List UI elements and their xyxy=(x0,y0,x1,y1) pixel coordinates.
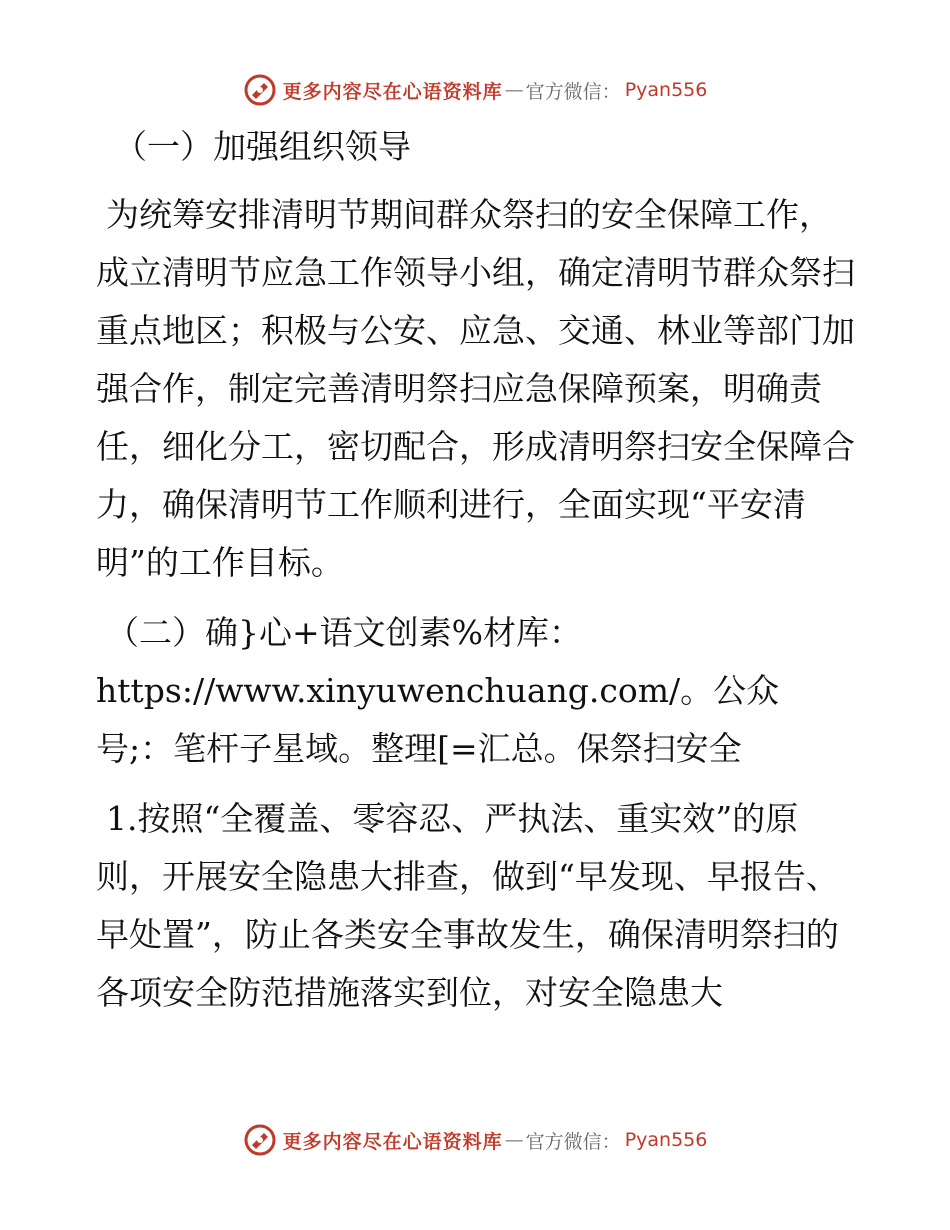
paragraph-2: （二）确}心+语文创素%材库：https://www.xinyuwenchuang.com/。公众号;：笔杆子星域。整理[=汇总。保祭扫安全 xyxy=(96,613,780,768)
banner-brand: 更多内容尽在心语资料库 xyxy=(282,1130,503,1153)
footer-banner xyxy=(0,1120,950,1160)
section-heading-1: （一）加强组织领导 xyxy=(114,127,411,166)
banner-wechat-label: 官方微信： xyxy=(525,80,621,103)
banner-dash: — xyxy=(504,1129,524,1151)
banner-wechat-label: 官方微信： xyxy=(525,1130,621,1153)
logo-icon xyxy=(243,1123,277,1157)
banner-brand: 更多内容尽在心语资料库 xyxy=(282,80,503,103)
banner-dash: — xyxy=(504,79,524,101)
banner-wechat-id: Pyan556 xyxy=(624,1129,708,1151)
document-body xyxy=(96,118,856,1034)
paragraph-3: 1.按照“全覆盖、零容忍、严执法、重实效”的原则，开展安全隐患大排查，做到“早发现、早报告、早处置”，防止各类安全事故发生，确保清明祭扫的各项安全防范措施落实到位，对安全隐患大 xyxy=(96,799,839,1012)
header-banner xyxy=(0,70,950,110)
banner-wechat-id: Pyan556 xyxy=(624,79,708,101)
logo-icon xyxy=(243,73,277,107)
paragraph-1: 为统筹安排清明节期间群众祭扫的安全保障工作，成立清明节应急工作领导小组，确定清明节群众祭扫重点地区；积极与公安、应急、交通、林业等部门加强合作，制定完善清明祭扫应急保障预案，明确责任，细化分工，密切配合，形成清明祭扫安全保障合力，确保清明节工作顺利进行，全面实现“平安清明”的工作目标。 xyxy=(96,195,855,582)
